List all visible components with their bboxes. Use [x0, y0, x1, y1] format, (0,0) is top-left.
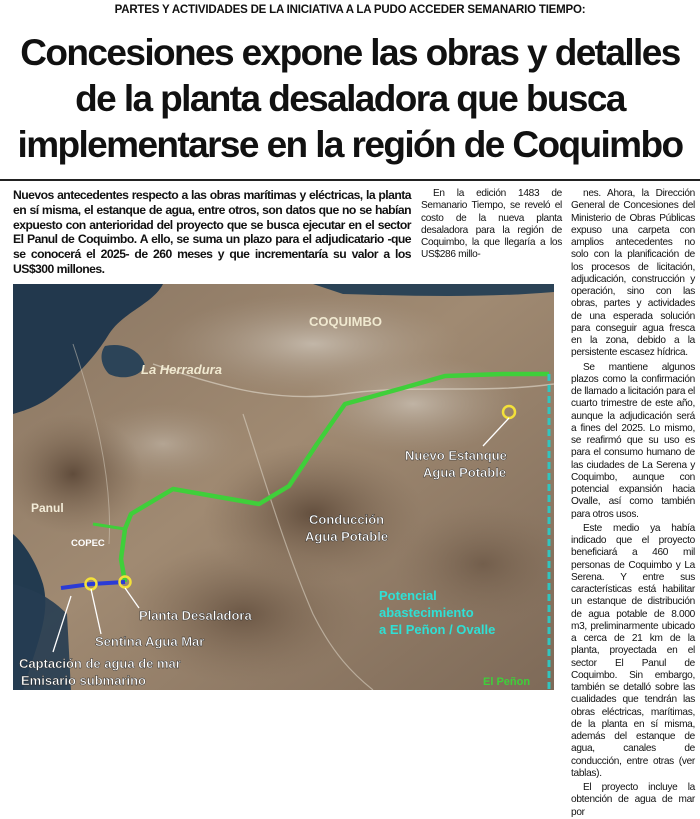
label-coquimbo: COQUIMBO [309, 314, 382, 329]
label-captacion-2: Emisario submarino [21, 673, 146, 688]
label-sentina: Sentina Agua Mar [95, 634, 205, 649]
headline: Concesiones expone las obras y detalles de la planta desaladora que busca implementarse en la región de Coquimbo [17, 32, 683, 165]
label-conduccion-agua: Agua Potable [305, 529, 389, 544]
label-el-penon: El Peñon [483, 676, 531, 688]
label-conduccion: Conducción [309, 512, 385, 527]
label-panul: Panul [31, 501, 64, 515]
divider [0, 179, 700, 181]
satellite-map [13, 284, 554, 690]
label-potencial-3: a El Peñon / Ovalle [379, 622, 496, 637]
label-potencial-1: Potencial [379, 588, 437, 603]
label-potencial-2: abastecimiento [379, 605, 474, 620]
label-agua-potable: Agua Potable [423, 465, 507, 480]
label-nuevo-estanque: Nuevo Estanque [405, 448, 507, 463]
column2-paragraph: El proyecto incluye la obtención de agua de mar por [571, 782, 695, 818]
label-la-herradura: La Herradura [141, 362, 222, 377]
column2-paragraph: Este medio ya había indicado que el proyecto beneficiará a 460 mil personas de Coquimbo y La Serena. Y entre sus características está habilitar un estanque de distribución de agua potable de 8.000 m3, preliminarmente ubicado a cerca de 21 km de la planta, proyectada en el sector El Panul de Coquimbo. Sin embargo, también se detalló sobre las cualidades que tendrán las obras eléctricas, marítimas, de la planta en sí misma, además del estanque de agua, canales de conducción, entre otras (ver tablas). [571, 522, 695, 779]
lead-paragraph: Nuevos antecedentes respecto a las obras marítimas y eléctricas, la planta en sí misma, el estanque de agua, entre otros, son datos que no se habían expuesto con anterioridad del proyecto que se busca ejecutar en el sector El Panul de Coquimbo. A ello, se suma un plazo para el adjudicatario -que se conocerá el 2025- de 260 meses y que incrementaría su valor a los US$300 millones. [13, 188, 411, 276]
column2-paragraph: nes. Ahora, la Dirección General de Concesiones del Ministerio de Obras Públicas expuso una carpeta con amplios antecedentes no solo con la planificación de los procesos de licitación, adjudicación, construcción y operación, sino con las obras, partes y actividades de una esperada solución para conseguir agua fresca en la zona, debido a la persistente escasez hídrica. [571, 188, 695, 359]
article-column-1 [421, 188, 562, 262]
label-planta-desaladora: Planta Desaladora [139, 608, 252, 623]
label-copec: COPEC [71, 538, 105, 549]
column2-paragraph: Se mantiene algunos plazos como la confirmación de llamado a licitación para el cuarto trimestre de este año, aunque la adjudicación será a fines del 2025. Lo mismo, se reafirmó que su uso es para el consumo humano de las ciudades de La Serena y Coquimbo, aunque con potencial expansión hacia Ovalle, así como también para otros usos. [571, 361, 695, 520]
article-column-2 [571, 188, 695, 819]
column1-paragraph: En la edición 1483 de Semanario Tiempo, se reveló el costo de la nueva planta desaladora para la región de Coquimbo, la que llegaría a los US$286 millo- [421, 188, 562, 261]
label-captacion-1: Captación de agua de mar [19, 656, 181, 671]
kicker: PARTES Y ACTIVIDADES DE LA INICIATIVA A LA PUDO ACCEDER SEMANARIO TIEMPO: [114, 4, 586, 16]
